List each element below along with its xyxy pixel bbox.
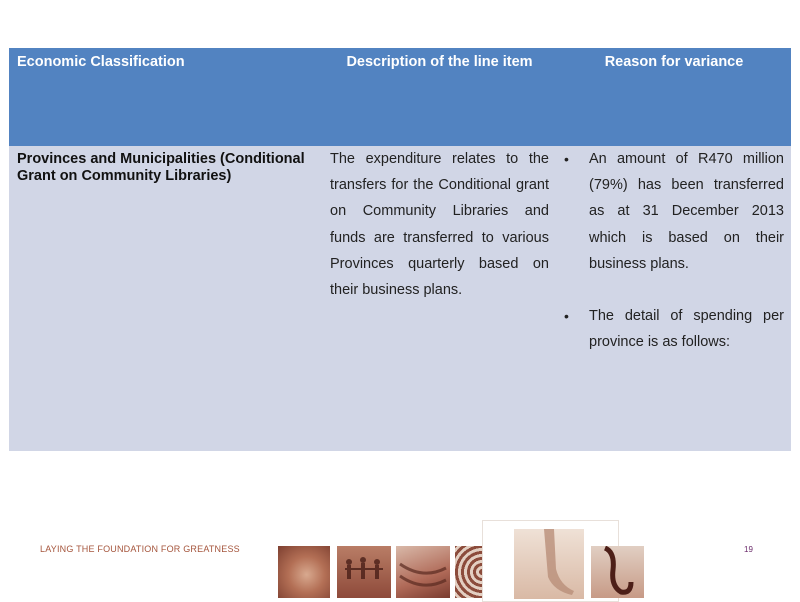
footer-image-saxophone — [591, 546, 644, 598]
bullet-icon: • — [564, 308, 569, 325]
header-reason-for-variance: Reason for variance — [604, 54, 744, 70]
header-description: Description of the line item — [346, 54, 533, 70]
page-number: 19 — [744, 545, 753, 554]
footer-image-dancers — [337, 546, 391, 598]
classification-cell: Provinces and Municipalities (Conditional Grant on Community Libraries) — [17, 151, 305, 184]
reason-bullet-item — [564, 303, 784, 355]
reason-text: The detail of spending per province is as follows: — [589, 308, 784, 351]
variance-table — [9, 48, 791, 451]
footer-image-ballet — [514, 529, 584, 599]
footer-image-hands — [278, 546, 330, 598]
header-economic-classification: Economic Classification — [17, 54, 185, 70]
reason-bullet-item — [564, 146, 784, 277]
bullet-icon: • — [564, 151, 569, 167]
footer-image-film — [396, 546, 450, 598]
reason-cell — [564, 146, 784, 355]
description-cell: The expenditure relates to the transfers for the Conditional grant on Community Libraries and funds are transferred to various Provinces quarterly based on their business plans. — [330, 151, 549, 299]
reason-text: An amount of R470 million (79%) has been transferred as at 31 December 2013 which is based on their business plans. — [589, 151, 784, 272]
footer-tagline: LAYING THE FOUNDATION FOR GREATNESS — [40, 544, 240, 554]
table-header-row — [9, 48, 791, 146]
table-row — [9, 146, 791, 451]
